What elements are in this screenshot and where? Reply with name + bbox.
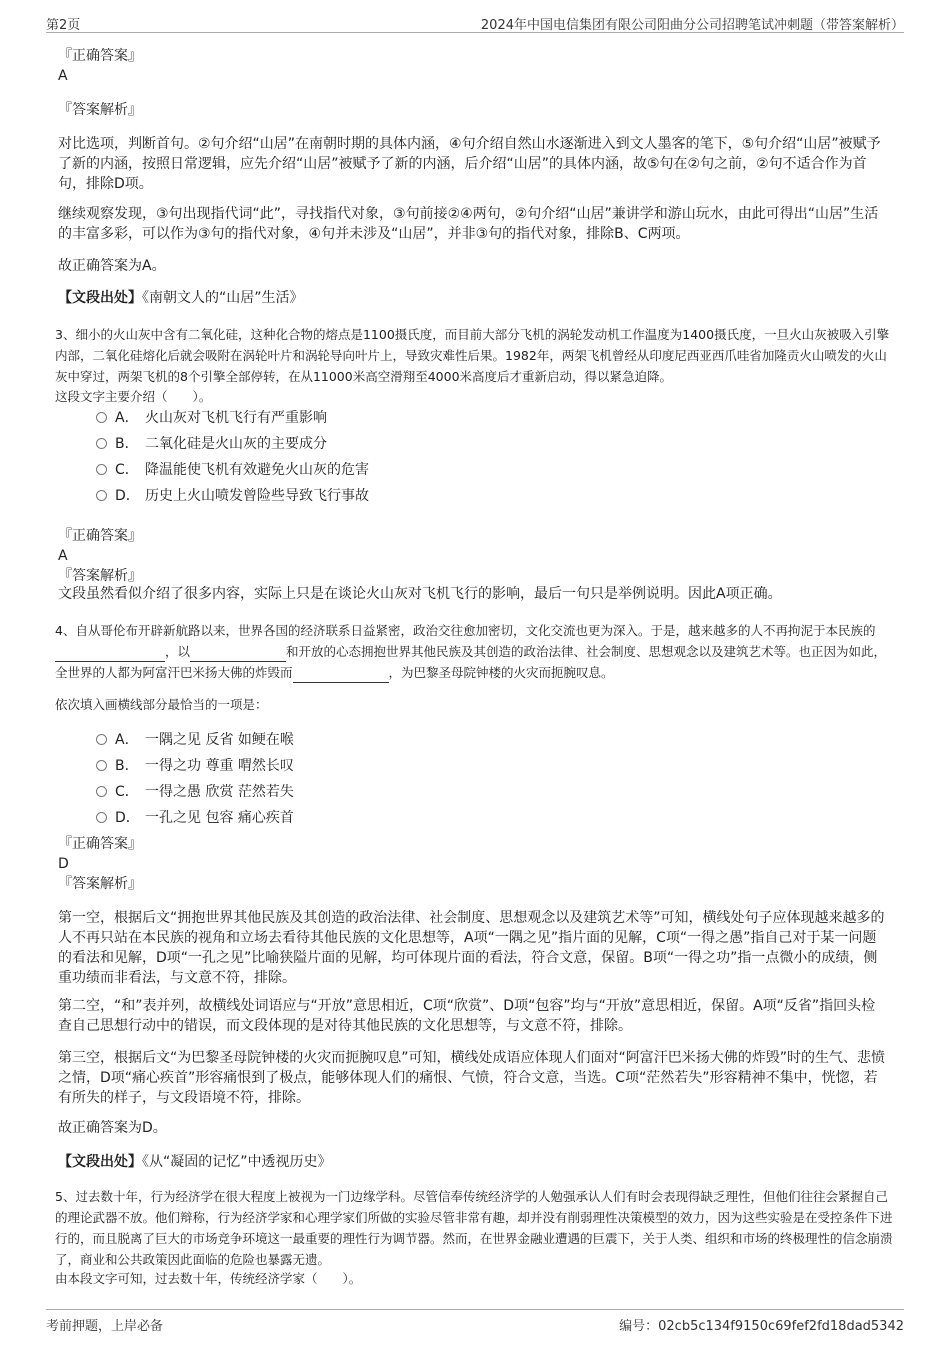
q3-option-c[interactable]: C． 降温能使飞机有效避免火山灰的危害 <box>96 460 369 480</box>
q4-option-d[interactable]: D． 一孔之见 包容 痛心疾首 <box>96 808 294 828</box>
q2-answer-label: 『正确答案』 <box>58 48 142 64</box>
q5-stem: 5、过去数十年，行为经济学在很大程度上被视为一门边缘学科。尽管信奉传统经济学的人勉强承认人们有时会表现得缺乏理性，但他们往往会紧握自己的理论武器不放。他们辩称，行为经济学家和心理学家们所做的实验尽管非常有趣，却并没有削弱理性决策模型的效力，因为这些实验是在受控条件下进行的，而且脱离了巨大的市场竞争环境这一最重要的理性行为调节器。然而，在世界金融业遭遇的巨震下，关于人类、组织和市场的终极理性的信念崩溃了，商业和公共政策因此面临的危险也暴露无遗。 <box>55 1189 893 1267</box>
q2-analysis-paragraph: 继续观察发现，③句出现指代词“此”，寻找指代对象，③句前接②④两句，②句介绍“山居”兼讲学和游山玩水，由此可得出“山居”生活的丰富多彩，可以作为③句的指代对象，④句并未涉及“山居”，并非③句的指代对象，排除B、C两项。 <box>58 206 879 242</box>
q4-option-b[interactable]: B． 一得之功 尊重 喟然长叹 <box>96 756 294 776</box>
q4-answer-label: 『正确答案』 <box>58 836 142 852</box>
source-title: 《从“凝固的记忆”中透视历史》 <box>142 1154 332 1170</box>
q3-answer-label: 『正确答案』 <box>58 528 142 544</box>
q2-analysis-label: 『答案解析』 <box>58 102 142 118</box>
radio-button[interactable] <box>96 812 107 823</box>
q4-answer: D <box>58 856 69 872</box>
q3-analysis-label: 『答案解析』 <box>58 568 142 584</box>
q4-analysis-paragraph: 第二空，“和”表并列，故横线处词语应与“开放”意思相近，C项“欣赏”、D项“包容”均与“开放”意思相近，保留。A项“反省”指回头检查自己思想行动中的错误，而文段体现的是对待其他民族的文化思想等，与文意不符，排除。 <box>58 998 876 1034</box>
radio-button[interactable] <box>96 490 107 501</box>
q3-answer: A <box>58 548 68 564</box>
blank-2 <box>190 647 286 662</box>
source-label: 【文段出处】 <box>58 290 142 306</box>
source-label: 【文段出处】 <box>58 1154 142 1170</box>
q4-option-c[interactable]: C． 一得之愚 欣赏 茫然若失 <box>96 782 294 802</box>
q3-option-d[interactable]: D． 历史上火山喷发曾险些导致飞行事故 <box>96 486 369 506</box>
q3-analysis: 文段虽然看似介绍了很多内容，实际上只是在谈论火山灰对飞机飞行的影响，最后一句只是举例说明。因此A项正确。 <box>58 586 782 602</box>
q2-analysis-paragraph: 对比选项，判断首句。②句介绍“山居”在南朝时期的具体内涵，④句介绍自然山水逐渐进入到文人墨客的笔下，⑤句介绍“山居”被赋予了新的内涵，按照日常逻辑，应先介绍“山居”被赋予了新的内涵，后介绍“山居”的具体内涵，故⑤句在②句之前，②句不适合作为首句，排除D项。 <box>58 136 881 192</box>
q4-source <box>58 1152 888 1172</box>
document-title: 2024年中国电信集团有限公司阳曲分公司招聘笔试冲刺题（带答案解析） <box>480 18 904 33</box>
q3-option-a[interactable]: A． 火山灰对飞机飞行有严重影响 <box>96 408 327 428</box>
blank-3 <box>293 668 389 683</box>
source-title: 《南朝文人的“山居”生活》 <box>142 290 304 306</box>
radio-button[interactable] <box>96 734 107 745</box>
radio-button[interactable] <box>96 786 107 797</box>
q2-source <box>58 288 888 308</box>
page-footer <box>46 1309 904 1334</box>
page-header <box>46 12 904 33</box>
q4-option-a[interactable]: A． 一隅之见 反省 如鲠在喉 <box>96 730 294 750</box>
blank-1 <box>55 647 165 662</box>
q4-stem: 4、自从哥伦布开辟新航路以来，世界各国的经济联系日益紧密，政治交往愈加密切，文化交流也更为深入。于是，越来越多的人不再拘泥于本民族的，以 和开放的心态拥抱世界其他民族及其创造的政治法律、社会制度、思想观念以及建筑艺术等。也正因为如此，全世界的人都为阿富汗巴米扬大佛的炸毁而 ，为巴黎圣母院钟楼的火灾而扼腕叹息。 <box>55 620 895 683</box>
q3-option-b[interactable]: B． 二氧化硅是火山灰的主要成分 <box>96 434 327 454</box>
radio-button[interactable] <box>96 412 107 423</box>
q3-prompt: 这段文字主要介绍（ ）。 <box>55 389 212 404</box>
q3-stem: 3、细小的火山灰中含有二氧化硅，这种化合物的熔点是1100摄氏度，而目前大部分飞机的涡轮发动机工作温度为1400摄氏度，一旦火山灰被吸入引擎内部，二氧化硅熔化后就会吸附在涡轮叶片和涡轮导向叶片上，导致灾难性后果。1982年，两架飞机曾经从印度尼西亚西爪哇省加隆贡火山喷发的火山灰中穿过，两架飞机的8个引擎全部停转，在从11000米高空滑翔至4000米高度后才重新启动，得以紧急迫降。 <box>55 327 890 384</box>
q2-analysis-conclusion: 故正确答案为A。 <box>58 258 166 274</box>
radio-button[interactable] <box>96 760 107 771</box>
q4-analysis-paragraph: 第一空，根据后文“拥抱世界其他民族及其创造的政治法律、社会制度、思想观念以及建筑艺术等”可知，横线处句子应体现越来越多的人不再只站在本民族的视角和立场去看待其他民族的文化思想等，A项“一隅之见”指片面的见解，C项“一得之愚”指自己对于某一问题的看法和见解，D项“一孔之见”比喻狭隘片面的见解，均可体现片面的看法，符合文意，保留。B项“一得之功”指一点微小的成绩，侧重功绩而非看法，与文意不符，排除。 <box>58 910 885 986</box>
q2-answer: A <box>58 68 68 84</box>
q4-analysis-conclusion: 故正确答案为D。 <box>58 1120 167 1136</box>
q4-analysis-paragraph: 第三空，根据后文“为巴黎圣母院钟楼的火灾而扼腕叹息”可知，横线处成语应体现人们面对“阿富汗巴米扬大佛的炸毁”时的生气、悲愤之情，D项“痛心疾首”形容痛恨到了极点，能够体现人们的痛恨、气愤，符合文意，当选。C项“茫然若失”形容精神不集中，恍惚，若有所失的样子，与文段语境不符，排除。 <box>58 1050 886 1106</box>
footer-slogan: 考前押题，上岸必备 <box>46 1319 164 1334</box>
q5-prompt: 由本段文字可知，过去数十年，传统经济学家（ ）。 <box>55 1271 362 1286</box>
page-number: 第2页 <box>46 18 81 33</box>
document-id: 编号：02cb5c134f9150c69fef2fd18dad5342 <box>619 1319 904 1334</box>
radio-button[interactable] <box>96 464 107 475</box>
radio-button[interactable] <box>96 438 107 449</box>
q4-analysis-label: 『答案解析』 <box>58 876 142 892</box>
q4-prompt: 依次填入画横线部分最恰当的一项是： <box>55 697 268 712</box>
